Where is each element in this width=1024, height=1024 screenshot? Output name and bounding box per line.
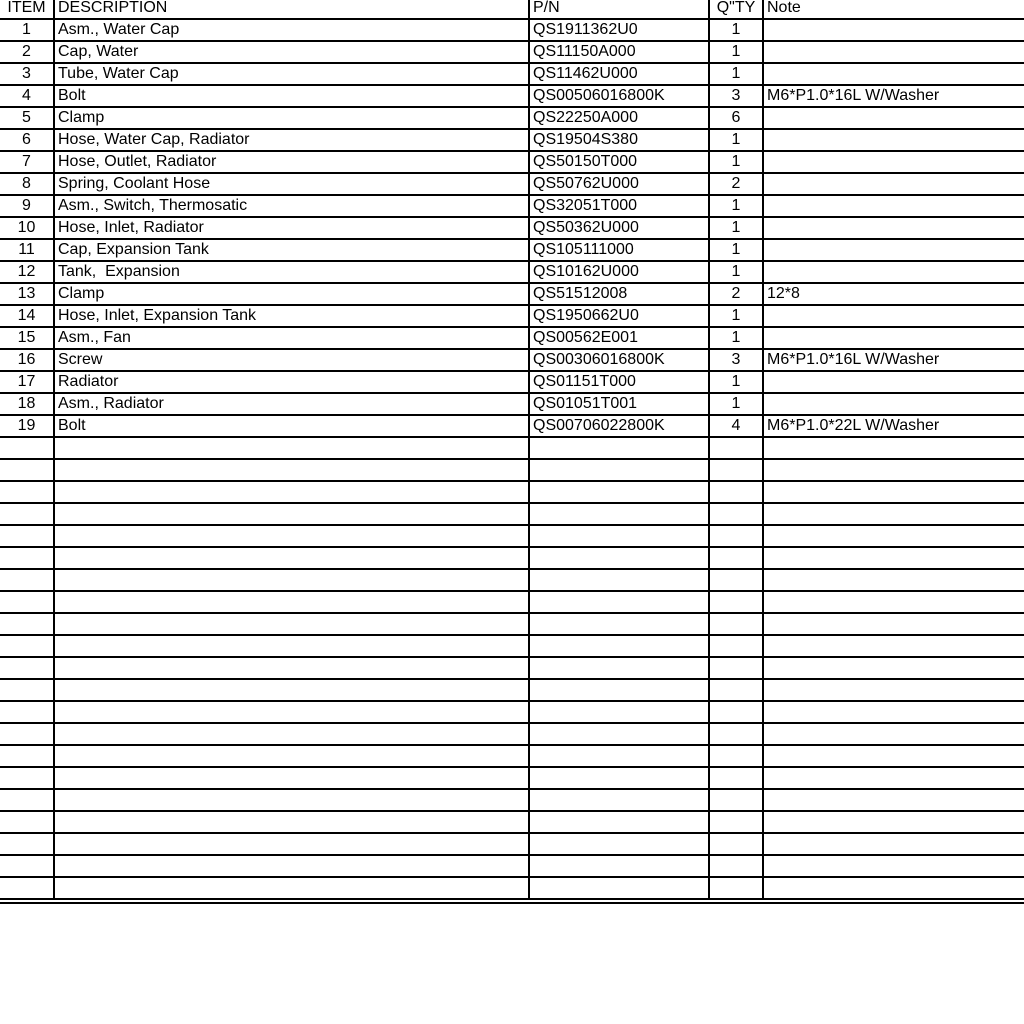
note-cell [763,239,1024,261]
item-cell [0,635,54,657]
part-number-cell: QS00562E001 [529,327,709,349]
description-cell: Hose, Inlet, Radiator [54,217,529,239]
description-cell [54,833,529,855]
note-cell [763,459,1024,481]
item-cell: 14 [0,305,54,327]
table-body [0,19,1024,899]
table-row [0,283,1024,305]
quantity-cell: 1 [709,327,763,349]
table-row [0,679,1024,701]
description-cell: Tube, Water Cap [54,63,529,85]
note-cell [763,745,1024,767]
item-cell [0,525,54,547]
quantity-cell: 1 [709,151,763,173]
quantity-cell: 1 [709,217,763,239]
quantity-cell [709,481,763,503]
part-number-cell [529,701,709,723]
item-cell: 13 [0,283,54,305]
note-cell [763,657,1024,679]
table-row [0,745,1024,767]
note-cell [763,41,1024,63]
note-cell: M6*P1.0*16L W/Washer [763,85,1024,107]
table-row [0,613,1024,635]
note-cell [763,635,1024,657]
table-row [0,437,1024,459]
quantity-cell: 1 [709,261,763,283]
description-cell [54,591,529,613]
description-cell [54,811,529,833]
part-number-cell [529,481,709,503]
quantity-cell: 4 [709,415,763,437]
column-header-item: ITEM [0,0,54,19]
note-cell [763,481,1024,503]
part-number-cell [529,437,709,459]
column-header-note: Note [763,0,1024,19]
note-cell [763,613,1024,635]
table-row [0,525,1024,547]
description-cell: Screw [54,349,529,371]
description-cell: Bolt [54,85,529,107]
item-cell [0,503,54,525]
header-row [0,0,1024,19]
part-number-cell: QS105111000 [529,239,709,261]
item-cell [0,767,54,789]
note-cell: M6*P1.0*16L W/Washer [763,349,1024,371]
description-cell [54,657,529,679]
part-number-cell [529,569,709,591]
table-row [0,63,1024,85]
item-cell [0,547,54,569]
quantity-cell [709,833,763,855]
part-number-cell [529,525,709,547]
table-row [0,635,1024,657]
part-number-cell: QS51512008 [529,283,709,305]
item-cell [0,833,54,855]
quantity-cell [709,503,763,525]
description-cell [54,723,529,745]
table-row [0,811,1024,833]
item-cell [0,701,54,723]
note-cell [763,327,1024,349]
table-row [0,833,1024,855]
part-number-cell [529,767,709,789]
table-row [0,701,1024,723]
table-row [0,415,1024,437]
note-cell [763,811,1024,833]
part-number-cell: QS01151T000 [529,371,709,393]
note-cell [763,129,1024,151]
part-number-cell [529,503,709,525]
quantity-cell [709,723,763,745]
note-cell [763,437,1024,459]
quantity-cell [709,679,763,701]
note-cell: M6*P1.0*22L W/Washer [763,415,1024,437]
quantity-cell [709,437,763,459]
table-row [0,569,1024,591]
note-cell [763,305,1024,327]
item-cell [0,789,54,811]
item-cell [0,657,54,679]
item-cell [0,481,54,503]
item-cell: 5 [0,107,54,129]
table-row [0,305,1024,327]
item-cell [0,459,54,481]
item-cell: 4 [0,85,54,107]
item-cell: 11 [0,239,54,261]
quantity-cell: 1 [709,63,763,85]
part-number-cell: QS1950662U0 [529,305,709,327]
quantity-cell [709,701,763,723]
item-cell: 15 [0,327,54,349]
part-number-cell [529,745,709,767]
part-number-cell: QS32051T000 [529,195,709,217]
table-row [0,855,1024,877]
quantity-cell: 6 [709,107,763,129]
quantity-cell: 1 [709,371,763,393]
description-cell: Asm., Water Cap [54,19,529,41]
part-number-cell: QS11462U000 [529,63,709,85]
note-cell [763,723,1024,745]
description-cell: Asm., Fan [54,327,529,349]
note-cell [763,195,1024,217]
item-cell [0,855,54,877]
table-row [0,327,1024,349]
quantity-cell: 1 [709,393,763,415]
part-number-cell: QS10162U000 [529,261,709,283]
quantity-cell: 2 [709,173,763,195]
description-cell [54,679,529,701]
quantity-cell: 3 [709,85,763,107]
table-row [0,349,1024,371]
quantity-cell: 1 [709,239,763,261]
note-cell [763,217,1024,239]
note-cell [763,767,1024,789]
item-cell [0,613,54,635]
part-number-cell: QS1911362U0 [529,19,709,41]
item-cell [0,679,54,701]
item-cell: 1 [0,19,54,41]
description-cell [54,459,529,481]
table-row [0,657,1024,679]
description-cell [54,613,529,635]
note-cell [763,261,1024,283]
table-row [0,173,1024,195]
table-row [0,547,1024,569]
description-cell [54,701,529,723]
quantity-cell [709,855,763,877]
description-cell [54,437,529,459]
description-cell [54,635,529,657]
quantity-cell: 1 [709,305,763,327]
note-cell [763,591,1024,613]
item-cell: 16 [0,349,54,371]
table-row [0,459,1024,481]
item-cell: 2 [0,41,54,63]
item-cell [0,437,54,459]
quantity-cell [709,591,763,613]
description-cell: Cap, Water [54,41,529,63]
part-number-cell: QS00706022800K [529,415,709,437]
part-number-cell [529,789,709,811]
part-number-cell: QS50362U000 [529,217,709,239]
table-header [0,0,1024,19]
column-header-pn: P/N [529,0,709,19]
table-row [0,591,1024,613]
item-cell [0,723,54,745]
note-cell [763,547,1024,569]
note-cell: 12*8 [763,283,1024,305]
item-cell: 9 [0,195,54,217]
description-cell [54,503,529,525]
quantity-cell [709,613,763,635]
description-cell: Hose, Outlet, Radiator [54,151,529,173]
table-row [0,195,1024,217]
description-cell: Clamp [54,283,529,305]
part-number-cell [529,833,709,855]
quantity-cell [709,635,763,657]
footer-band [0,877,1024,904]
description-cell: Bolt [54,415,529,437]
description-cell [54,569,529,591]
part-number-cell [529,459,709,481]
note-cell [763,569,1024,591]
part-number-cell [529,855,709,877]
note-cell [763,789,1024,811]
part-number-cell [529,591,709,613]
part-number-cell: QS01051T001 [529,393,709,415]
note-cell [763,833,1024,855]
description-cell: Asm., Switch, Thermosatic [54,195,529,217]
quantity-cell [709,767,763,789]
item-cell: 3 [0,63,54,85]
description-cell [54,767,529,789]
item-cell [0,591,54,613]
part-number-cell: QS00306016800K [529,349,709,371]
table-row [0,481,1024,503]
table-row [0,107,1024,129]
item-cell [0,569,54,591]
part-number-cell: QS11150A000 [529,41,709,63]
table-row [0,261,1024,283]
table-row [0,19,1024,41]
part-number-cell: QS00506016800K [529,85,709,107]
item-cell: 12 [0,261,54,283]
quantity-cell [709,745,763,767]
description-cell [54,547,529,569]
part-number-cell: QS19504S380 [529,129,709,151]
item-cell: 18 [0,393,54,415]
note-cell [763,701,1024,723]
note-cell [763,679,1024,701]
quantity-cell [709,811,763,833]
note-cell [763,525,1024,547]
description-cell [54,789,529,811]
description-cell: Radiator [54,371,529,393]
table-row [0,85,1024,107]
quantity-cell [709,525,763,547]
quantity-cell: 3 [709,349,763,371]
item-cell [0,811,54,833]
note-cell [763,855,1024,877]
item-cell: 8 [0,173,54,195]
description-cell: Tank, Expansion [54,261,529,283]
description-cell: Clamp [54,107,529,129]
quantity-cell: 2 [709,283,763,305]
description-cell: Hose, Water Cap, Radiator [54,129,529,151]
note-cell [763,371,1024,393]
quantity-cell: 1 [709,19,763,41]
note-cell [763,393,1024,415]
part-number-cell [529,547,709,569]
part-number-cell [529,723,709,745]
part-number-cell: QS50762U000 [529,173,709,195]
quantity-cell [709,547,763,569]
table-row [0,129,1024,151]
column-header-qty: Q"TY [709,0,763,19]
note-cell [763,19,1024,41]
description-cell: Spring, Coolant Hose [54,173,529,195]
description-cell: Cap, Expansion Tank [54,239,529,261]
quantity-cell: 1 [709,195,763,217]
table-row [0,371,1024,393]
note-cell [763,107,1024,129]
note-cell [763,173,1024,195]
item-cell: 19 [0,415,54,437]
table-row [0,767,1024,789]
table-row [0,239,1024,261]
part-number-cell [529,657,709,679]
part-number-cell [529,635,709,657]
table-row [0,41,1024,63]
table-row [0,151,1024,173]
description-cell [54,525,529,547]
description-cell [54,745,529,767]
quantity-cell [709,657,763,679]
note-cell [763,503,1024,525]
note-cell [763,63,1024,85]
table-row [0,217,1024,239]
table-row [0,789,1024,811]
note-cell [763,151,1024,173]
description-cell [54,855,529,877]
quantity-cell: 1 [709,129,763,151]
description-cell: Asm., Radiator [54,393,529,415]
item-cell: 10 [0,217,54,239]
column-header-description: DESCRIPTION [54,0,529,19]
table-row [0,393,1024,415]
item-cell: 6 [0,129,54,151]
table-row [0,723,1024,745]
description-cell: Hose, Inlet, Expansion Tank [54,305,529,327]
quantity-cell [709,789,763,811]
table-row [0,503,1024,525]
item-cell [0,745,54,767]
part-number-cell [529,679,709,701]
item-cell: 7 [0,151,54,173]
quantity-cell [709,459,763,481]
part-number-cell [529,613,709,635]
description-cell [54,481,529,503]
quantity-cell [709,569,763,591]
part-number-cell: QS50150T000 [529,151,709,173]
item-cell: 17 [0,371,54,393]
quantity-cell: 1 [709,41,763,63]
part-number-cell: QS22250A000 [529,107,709,129]
part-number-cell [529,811,709,833]
